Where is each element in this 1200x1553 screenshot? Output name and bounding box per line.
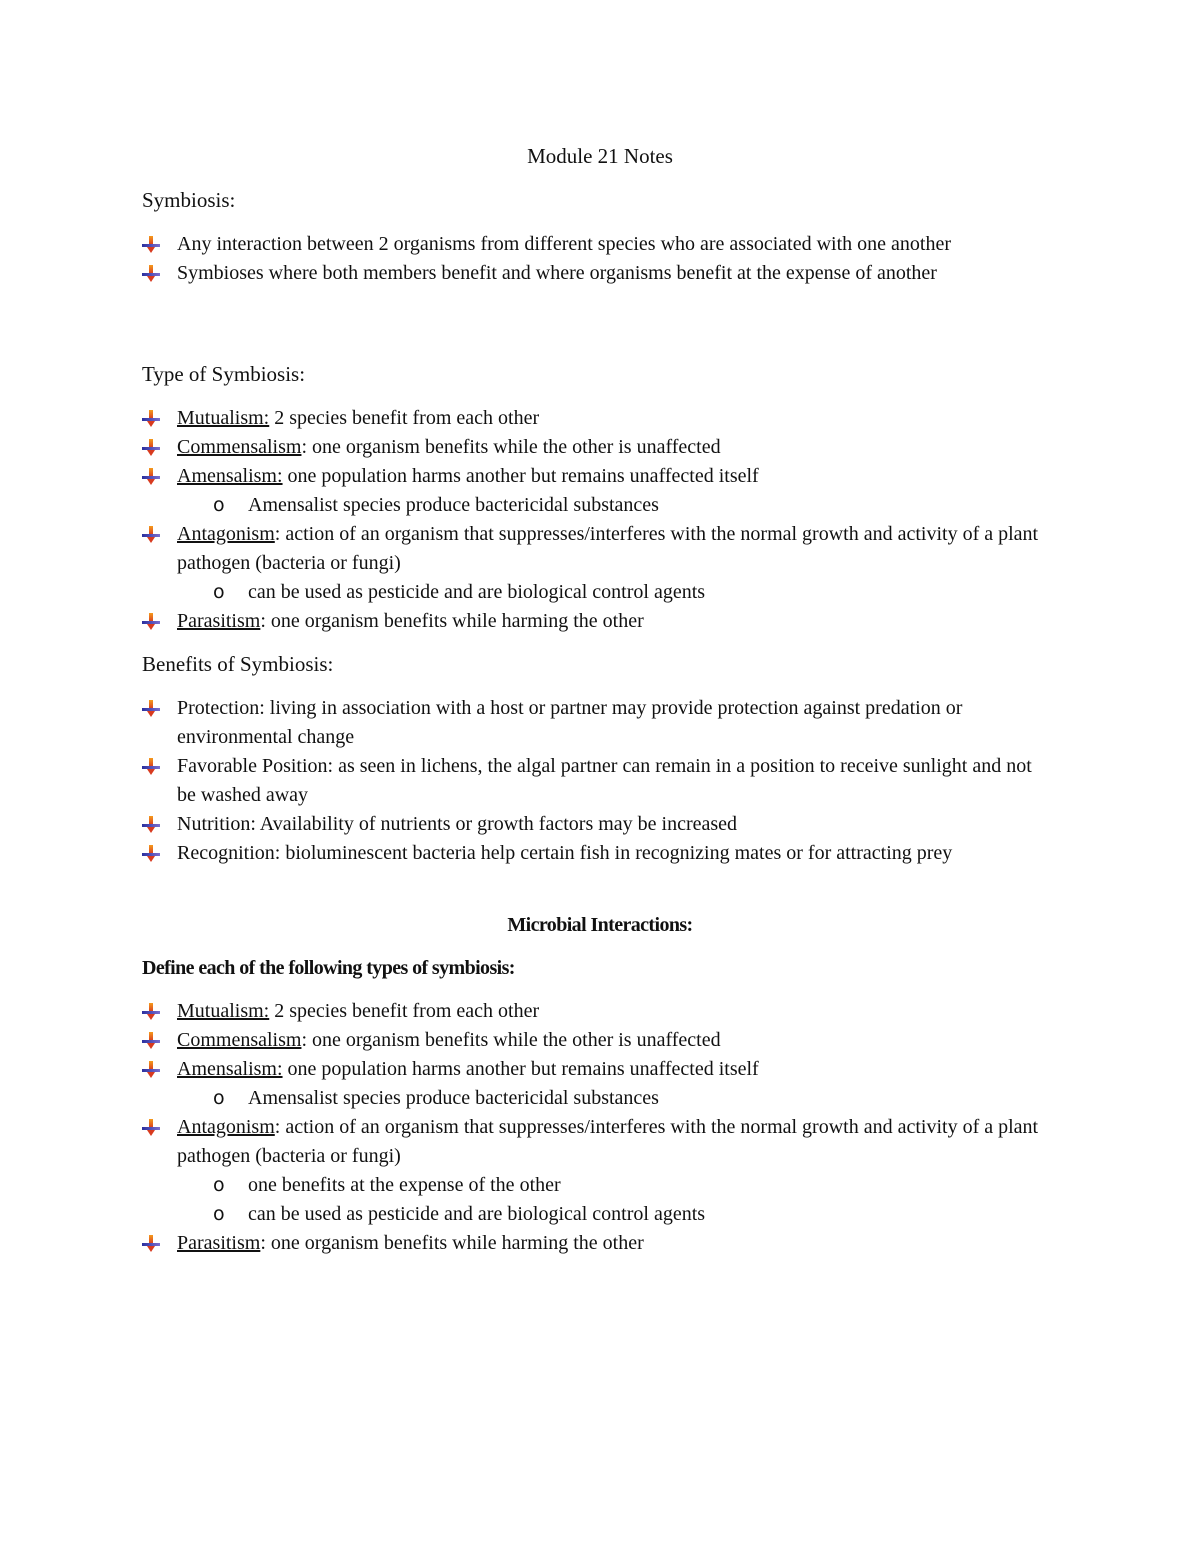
circle-bullet-icon: o bbox=[213, 1203, 225, 1225]
term-definition: 2 species benefit from each other bbox=[269, 1000, 540, 1022]
section-heading-microbial: Microbial Interactions: bbox=[507, 914, 693, 936]
down-arrow-bullet-icon bbox=[142, 410, 160, 427]
list-item bbox=[142, 462, 1052, 520]
term-definition: one population harms another but remains unaffected itself bbox=[282, 1058, 759, 1080]
list-item bbox=[142, 607, 1052, 636]
list-item bbox=[142, 1026, 1052, 1055]
sub-item-text: can be used as pesticide and are biological control agents bbox=[248, 1203, 706, 1225]
types-list bbox=[142, 404, 1052, 636]
sub-list bbox=[177, 1171, 1052, 1229]
sub-item-text: one benefits at the expense of the other bbox=[248, 1174, 561, 1196]
down-arrow-bullet-icon bbox=[142, 1119, 160, 1136]
term-mutualism: Mutualism: bbox=[177, 407, 270, 429]
down-arrow-bullet-icon bbox=[142, 1235, 160, 1252]
down-arrow-bullet-icon bbox=[142, 700, 160, 717]
term-antagonism: Antagonism bbox=[177, 1116, 275, 1138]
term-definition: : action of an organism that suppresses/interferes with the normal growth and activity of a plant pathogen (bacteria or fungi) bbox=[177, 523, 1039, 574]
circle-bullet-icon: o bbox=[213, 581, 225, 603]
term-commensalism: Commensalism bbox=[177, 436, 302, 458]
down-arrow-bullet-icon bbox=[142, 439, 160, 456]
list-item bbox=[142, 1113, 1052, 1229]
term-commensalism: Commensalism bbox=[177, 1029, 302, 1051]
list-item-text: Symbioses where both members benefit and where organisms benefit at the expense of another bbox=[177, 262, 937, 284]
term-definition: : one organism benefits while the other is unaffected bbox=[301, 1029, 721, 1051]
sub-list bbox=[177, 578, 1052, 607]
section-heading-symbiosis: Symbiosis: bbox=[142, 188, 236, 212]
list-item bbox=[142, 259, 1052, 288]
down-arrow-bullet-icon bbox=[142, 758, 160, 775]
sub-item-text: Amensalist species produce bactericidal substances bbox=[248, 494, 659, 516]
microbial-list bbox=[142, 997, 1052, 1258]
term-parasitism: Parasitism bbox=[177, 610, 261, 632]
section-heading-types: Type of Symbiosis: bbox=[142, 362, 306, 386]
circle-bullet-icon: o bbox=[213, 1174, 225, 1196]
section-subheading-define: Define each of the following types of symbiosis: bbox=[142, 957, 515, 979]
benefits-list bbox=[142, 694, 1052, 868]
term-definition: : one organism benefits while harming the other bbox=[260, 1232, 644, 1254]
list-item-text: Nutrition: Availability of nutrients or growth factors may be increased bbox=[177, 813, 738, 835]
down-arrow-bullet-icon bbox=[142, 236, 160, 253]
down-arrow-bullet-icon bbox=[142, 265, 160, 282]
list-item-text: Favorable Position: as seen in lichens, the algal partner can remain in a position to receive sunlight and not be washed away bbox=[177, 755, 1032, 806]
circle-bullet-icon: o bbox=[213, 1087, 225, 1109]
term-definition: one population harms another but remains unaffected itself bbox=[282, 465, 759, 487]
down-arrow-bullet-icon bbox=[142, 816, 160, 833]
list-item-text: Any interaction between 2 organisms from different species who are associated with one another bbox=[177, 233, 952, 255]
term-parasitism: Parasitism bbox=[177, 1232, 261, 1254]
list-item bbox=[142, 839, 1052, 868]
down-arrow-bullet-icon bbox=[142, 1003, 160, 1020]
section-heading-benefits: Benefits of Symbiosis: bbox=[142, 652, 334, 676]
term-definition: : one organism benefits while harming the other bbox=[260, 610, 644, 632]
term-definition: : action of an organism that suppresses/interferes with the normal growth and activity of a plant pathogen (bacteria or fungi) bbox=[177, 1116, 1039, 1167]
term-definition: : one organism benefits while the other is unaffected bbox=[301, 436, 721, 458]
page-title: Module 21 Notes bbox=[527, 144, 673, 168]
sub-list bbox=[177, 1084, 1052, 1113]
down-arrow-bullet-icon bbox=[142, 1061, 160, 1078]
list-item bbox=[142, 520, 1052, 607]
term-definition: 2 species benefit from each other bbox=[269, 407, 540, 429]
list-item bbox=[142, 694, 1052, 752]
list-item-text: Recognition: bioluminescent bacteria help certain fish in recognizing mates or for attracting prey bbox=[177, 842, 953, 864]
symbiosis-list bbox=[142, 230, 1052, 288]
list-item bbox=[142, 230, 1052, 259]
down-arrow-bullet-icon bbox=[142, 468, 160, 485]
sub-item-text: Amensalist species produce bactericidal substances bbox=[248, 1087, 659, 1109]
term-antagonism: Antagonism bbox=[177, 523, 275, 545]
term-amensalism: Amensalism: bbox=[177, 465, 283, 487]
sub-list-item bbox=[177, 1171, 1052, 1200]
list-item bbox=[142, 752, 1052, 810]
sub-list-item bbox=[177, 578, 1052, 607]
list-item bbox=[142, 404, 1052, 433]
list-item bbox=[142, 433, 1052, 462]
down-arrow-bullet-icon bbox=[142, 613, 160, 630]
list-item bbox=[142, 1055, 1052, 1113]
down-arrow-bullet-icon bbox=[142, 1032, 160, 1049]
down-arrow-bullet-icon bbox=[142, 526, 160, 543]
sub-list-item bbox=[177, 491, 1052, 520]
term-amensalism: Amensalism: bbox=[177, 1058, 283, 1080]
sub-list-item bbox=[177, 1200, 1052, 1229]
down-arrow-bullet-icon bbox=[142, 845, 160, 862]
sub-list bbox=[177, 491, 1052, 520]
term-mutualism: Mutualism: bbox=[177, 1000, 270, 1022]
sub-list-item bbox=[177, 1084, 1052, 1113]
list-item-text: Protection: living in association with a host or partner may provide protection against predation or environmental change bbox=[177, 697, 963, 748]
list-item bbox=[142, 1229, 1052, 1258]
circle-bullet-icon: o bbox=[213, 494, 225, 516]
list-item bbox=[142, 810, 1052, 839]
sub-item-text: can be used as pesticide and are biological control agents bbox=[248, 581, 706, 603]
list-item bbox=[142, 997, 1052, 1026]
